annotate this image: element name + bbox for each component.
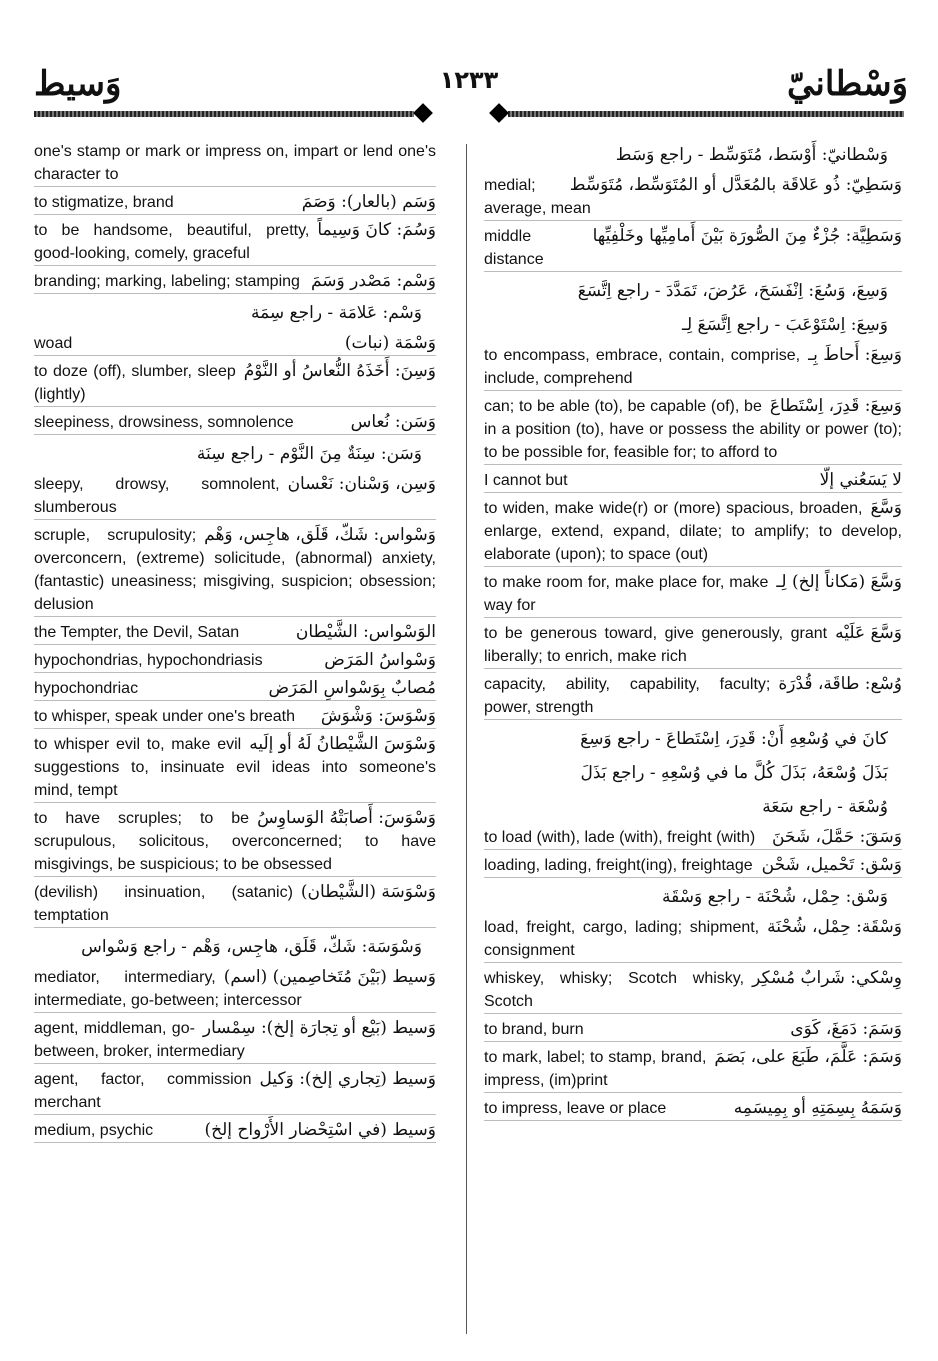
diamond-ornament-icon [413,103,433,123]
arabic-headword: وَسَمَ: دَمَغَ، كَوَى [790,1019,902,1039]
cross-reference-entry [34,439,436,469]
arabic-headword: وَسيط (تِجاري إلخ): وَكيل [259,1069,436,1089]
dictionary-entry [34,360,436,407]
dictionary-entry [34,411,436,435]
english-definition: to impress, leave or place [484,1100,667,1117]
dictionary-entry [34,966,436,1013]
arabic-headword: وَسيط (بَيْنَ مُتَخاصِمين) (اسم) [223,967,436,987]
cross-reference-entry [484,882,902,912]
arabic-headword: وَسَّعَ (مَكاناً إلخ) لِـ [776,572,902,592]
cross-reference-text: وَسْطانيّ: أَوْسَط، مُتَوَسِّط - راجع وَسَط [615,145,888,165]
dictionary-entry [34,332,436,356]
arabic-headword: وَسْم: مَصْدر وَسَمَ [310,271,436,291]
cross-reference-text: وَسْق: حِمْل، شُحْنَة - راجع وَسْقَة [662,887,888,907]
dictionary-entry [484,673,902,720]
arabic-headword: وَسِن، وَسْنان: نَعْسان [287,474,436,494]
arabic-headword: وَسِعَ: أَحاطَ بِـ [808,345,902,365]
cross-reference-text: كانَ في وُسْعِهِ أَنْ: قَدِرَ، اِسْتَطاعَ - راجع وَسِعَ [580,729,888,749]
header-rule-left [34,108,432,120]
english-definition: sleepy, drowsy, somnolent, slumberous [34,476,280,516]
cross-reference-text: وَسِعَ، وَسُعَ: اِنْفَسَحَ، عَرُضَ، تَمَدَّدَ - راجع اِتَّسَعَ [577,281,888,301]
english-definition: (devilish) insinuation, (satanic) temptation [34,884,293,924]
english-definition: agent, factor, commission merchant [34,1071,252,1111]
dictionary-entry [34,524,436,617]
english-definition: sleepiness, drowsiness, somnolence [34,414,294,431]
guide-word-left: وَسيط [34,64,122,104]
dictionary-entry [34,705,436,729]
dictionary-entry [34,1017,436,1064]
arabic-headword: وَسْمَة (نبات) [344,333,436,353]
dictionary-entry [484,344,902,391]
arabic-headword: وَسْوَسَ الشَّيْطانُ لَهُ أو إلَيه [249,734,436,754]
dictionary-entry [484,916,902,963]
cross-reference-entry [484,792,902,822]
dictionary-entry [34,621,436,645]
cross-reference-text: وَسْم: عَلامَة - راجع سِمَة [250,303,422,323]
cross-reference-entry [484,310,902,340]
arabic-headword: وَسَّعَ [870,498,902,518]
arabic-headword: مُصابٌ بِوَسْواسِ المَرَض [268,678,436,698]
english-definition: agent, middleman, go-between, broker, intermediary [34,1020,245,1060]
english-definition: medial; average, mean [484,177,591,217]
english-definition: the Tempter, the Devil, Satan [34,624,240,641]
english-definition: to stigmatize, brand [34,194,174,211]
english-definition: mediator, intermediary, intermediate, go-between; intercessor [34,969,302,1009]
arabic-headword: وَسْقَة: حِمْل، شُحْنَة [767,917,902,937]
dictionary-entry [484,622,902,669]
english-definition: hypochondriac [34,680,139,697]
dictionary-entry [484,497,902,567]
dictionary-entry [34,881,436,928]
dictionary-entry [484,469,902,493]
arabic-headword: وَسْوَسَ: وَشْوَشَ [320,706,436,726]
english-definition: medium, psychic [34,1122,154,1139]
english-definition: to widen, make wide(r) or (more) spacious, broaden, enlarge, extend, expand, dilate; to amplify; to develop, elaborate (upon); to space (out) [484,500,902,563]
arabic-headword: وَسَطِيّ: ذُو عَلاقَة بالمُعَدَّل أو المُتَوَسِّط، مُتَوَسِّط [569,175,902,195]
english-definition: woad [34,335,73,352]
cross-reference-entry [34,298,436,328]
english-definition: to be generous toward, give generously, grant liberally; to enrich, make rich [484,625,828,665]
dictionary-entry [484,967,902,1014]
dictionary-entry [484,1097,902,1121]
english-definition: to load (with), lade (with), freight (with) [484,829,756,846]
arabic-headword: وَسَمَ: عَلَّمَ، طَبَعَ على، بَصَمَ [714,1047,902,1067]
arabic-headword: وُسْع: طاقَة، قُدْرَة [778,674,902,694]
arabic-headword: وَسْوَسَ: أَصابَتْهُ الوَساوِسُ [257,808,436,828]
english-definition: branding; marking, labeling; stamping [34,273,300,290]
arabic-headword: لا يَسَعُني إلّا [819,470,902,490]
column-divider [466,144,467,1334]
cross-reference-entry [484,724,902,754]
english-definition: load, freight, cargo, lading; shipment, consignment [484,919,760,959]
arabic-headword: وَسْواسُ المَرَض [324,650,436,670]
english-definition: to whisper evil to, make evil suggestions to, insinuate evil ideas into someone's mind, tempt [34,736,436,799]
english-definition: to whisper, speak under one's breath [34,708,295,725]
cross-reference-text: وَسْوَسَة: شَكّ، قَلَق، هاجِس، وَهْم - راجع وَسْواس [81,937,422,957]
dictionary-entry [484,1046,902,1093]
english-definition: to doze (off), slumber, sleep (lightly) [34,363,236,403]
dictionary-entry [484,854,902,878]
left-column [34,136,436,1143]
dictionary-entry [34,733,436,803]
cross-reference-entry [484,140,902,170]
dictionary-entry [484,1018,902,1042]
english-definition: scruple, scrupulosity; overconcern, (extreme) solicitude, (abnormal) anxiety, (fantastic) uneasiness; misgiving, suspicion; obsession; delusion [34,527,436,613]
english-definition: loading, lading, freight(ing), freightage [484,857,753,874]
cross-reference-entry [34,932,436,962]
header-rule-right [490,108,904,120]
arabic-headword: وَسِعَ: قَدِرَ، اِسْتَطاعَ [769,396,902,416]
english-definition: to encompass, embrace, contain, comprise, include, comprehend [484,347,801,387]
dictionary-entry [484,225,902,272]
dictionary-entry [34,1119,436,1143]
english-definition: I cannot but [484,472,568,489]
dictionary-entry [34,140,436,187]
cross-reference-text: وَسِعَ: اِسْتَوْعَبَ - راجع اِتَّسَعَ لِـ [681,315,888,335]
arabic-headword: وَسُمَ: كانَ وَسِيماً [317,220,436,240]
cross-reference-text: بَذَلَ وُسْعَهُ، بَذَلَ كُلَّ ما في وُسْعِهِ - راجع بَذَلَ [580,763,888,783]
page-number: ١٢٣٣ [439,66,499,94]
english-definition: hypochondrias, hypochondriasis [34,652,263,669]
arabic-headword: وَسَطِيَّة: جُزْءٌ مِنَ الصُّورَة بَيْنَ أَمامِيِّها وخَلْفِيِّها [592,226,902,246]
diamond-ornament-icon [489,103,509,123]
arabic-headword: وَسَن: نُعاس [350,412,436,432]
dictionary-entry [34,1068,436,1115]
dictionary-entry [484,395,902,465]
english-definition: to brand, burn [484,1021,584,1038]
dictionary-entry [484,174,902,221]
dictionary-entry [34,473,436,520]
arabic-headword: وَسيط (بَيْع أو تِجارَة إلخ): سِمْسار [202,1018,436,1038]
dictionary-entry [34,219,436,266]
english-definition: to have scruples; to be scrupulous, solicitous, overconcerned; to have misgivings, be suspicious; to be obsessed [34,810,436,873]
arabic-headword: وَسَمَهُ بِسِمَتِهِ أو بِمِيسَمِه [733,1098,902,1118]
cross-reference-entry [484,758,902,788]
english-definition: to mark, label; to stamp, brand, impress, (im)print [484,1049,707,1089]
dictionary-entry [34,270,436,294]
arabic-headword: وِسْكي: شَرابٌ مُسْكِر [752,968,902,988]
arabic-headword: وَسِنَ: أَخَذَهُ النُّعاسُ أو النَّوْمُ [243,361,436,381]
dictionary-entry [34,649,436,673]
right-column [484,136,902,1121]
arabic-headword: الوَسْواس: الشَّيْطان [295,622,436,642]
page-header [0,0,938,140]
arabic-headword: وَسْواس: شَكّ، قَلَق، هاجِس، وَهْم [204,525,436,545]
dictionary-entry [34,807,436,877]
arabic-headword: وَسيط (في اسْتِحْضار الأَرْواح إلخ) [204,1120,436,1140]
arabic-headword: وَسَّعَ عَلَيْه [835,623,902,643]
dictionary-entry [34,191,436,215]
arabic-headword: وَسْق: تَحْميل، شَحْن [761,855,902,875]
english-definition: one's stamp or mark or impress on, impart or lend one's character to [34,143,436,183]
arabic-headword: وَسَم (بالعار): وَصَمَ [301,192,436,212]
arabic-headword: وَسَقَ: حَمَّلَ، شَحَنَ [771,827,902,847]
english-definition: capacity, ability, capability, faculty; power, strength [484,676,771,716]
english-definition: to be handsome, beautiful, pretty, good-looking, comely, graceful [34,222,310,262]
guide-word-right: وَسْطانيّ [787,64,908,104]
english-definition: whiskey, whisky; Scotch whisky, Scotch [484,970,745,1010]
cross-reference-text: وُسْعَة - راجع سَعَة [762,797,888,817]
english-definition: to make room for, make place for, make way for [484,574,769,614]
english-definition: can; to be able (to), be capable (of), be in a position (to), have or possess the ability or power (to); to be possible for, feasible for; to afford to [484,398,902,461]
arabic-headword: وَسْوَسَة (الشَّيْطان) [300,882,436,902]
cross-reference-text: وَسَن: سِنَةٌ مِنَ النَّوْم - راجع سِنَة [196,444,422,464]
dictionary-entry [484,571,902,618]
english-definition: middle distance [484,228,544,268]
dictionary-entry [484,826,902,850]
dictionary-entry [34,677,436,701]
cross-reference-entry [484,276,902,306]
